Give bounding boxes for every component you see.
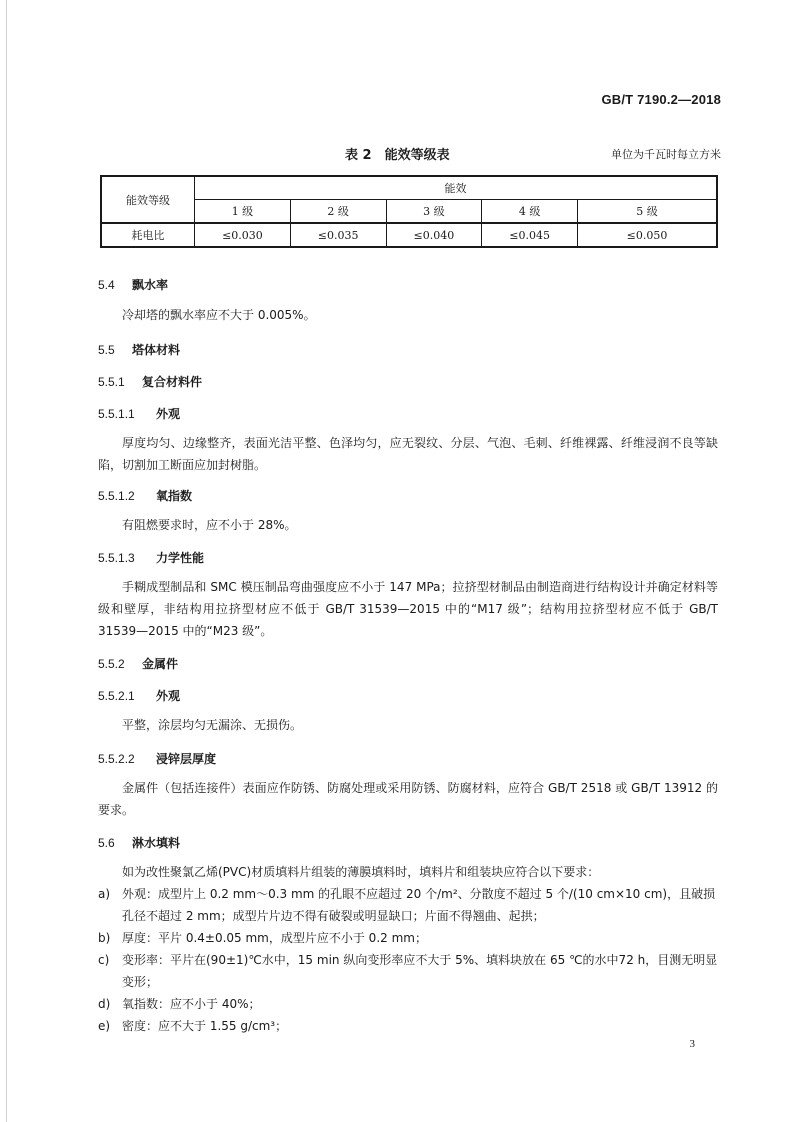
list-item — [98, 927, 718, 949]
table-metric-label: 耗电比 — [101, 223, 195, 247]
table-level-cell: 4 级 — [482, 200, 578, 224]
page-number: 3 — [689, 1038, 695, 1050]
section-body: 有阻燃要求时，应不小于 28%。 — [122, 518, 297, 532]
section-number: 5.5.1.2 — [98, 489, 135, 503]
list-item — [98, 993, 718, 1015]
section-title: 力学性能 — [156, 551, 205, 565]
section-body: 金属件（包括连接件）表面应作防锈、防腐处理或采用防锈、防腐材料，应符合 GB/T 2518 或 GB/T 13912 的要求。 — [98, 781, 718, 817]
list-item-label: e) — [98, 1019, 111, 1033]
section-title: 氧指数 — [156, 489, 193, 503]
table-value-cell: ≤0.040 — [386, 223, 482, 247]
section-title: 飘水率 — [132, 278, 169, 292]
table-level-cell: 5 级 — [577, 200, 717, 224]
section-number: 5.5.1.3 — [98, 551, 135, 565]
section-title: 复合材料件 — [142, 375, 203, 389]
section-heading — [98, 655, 178, 672]
section-number: 5.5.2.2 — [98, 752, 135, 766]
standard-code: GB/T 7190.2—2018 — [601, 92, 721, 107]
section-title: 浸锌层厚度 — [156, 752, 217, 766]
list-item-text: 变形率：平片在(90±1)℃水中，15 min 纵向变形率应不大于 5%、填料块放在 65 ℃的水中72 h，目测无明显变形； — [122, 953, 718, 989]
table-header-row — [101, 176, 717, 200]
section-title: 外观 — [156, 407, 181, 421]
list-item-label: c) — [98, 953, 110, 967]
section-number: 5.5.1.1 — [98, 407, 135, 421]
table-caption: 表 2 能效等级表 — [345, 148, 450, 163]
section-number: 5.5.1 — [98, 375, 125, 389]
table-group-header: 能效 — [195, 176, 717, 200]
efficiency-grade-table — [100, 175, 718, 248]
section-number: 5.6 — [98, 836, 115, 850]
section-title: 金属件 — [142, 657, 179, 671]
table-value-cell: ≤0.035 — [290, 223, 386, 247]
page-edge-line — [6, 0, 7, 1122]
list-item-text: 外观：成型片上 0.2 mm～0.3 mm 的孔眼不应超过 20 个/m²、分散度不超过 5 个/(10 cm×10 cm)，且破损孔径不超过 2 mm；成型片片边不得有破裂或明显缺口；片面不得翘曲、起拱； — [122, 887, 716, 923]
section-heading — [98, 687, 180, 704]
section-title: 淋水填料 — [132, 836, 181, 850]
section-body: 手糊成型制品和 SMC 模压制品弯曲强度应不小于 147 MPa；拉挤型材制品由制造商进行结构设计并确定材料等级和壁厚，非结构用拉挤型材应不低于 GB/T 31539—2015 中的“M17 级”；结构用拉挤型材应不低于 GB/T 31539—2015 中的“M23 级”。 — [98, 580, 718, 638]
list-item — [98, 883, 718, 927]
section-body: 如为改性聚氯乙烯(PVC)材质填料片组装的薄膜填料时，填料片和组装块应符合以下要求： — [122, 865, 600, 879]
list-item-text: 氧指数：应不小于 40%； — [122, 997, 261, 1011]
section-heading — [98, 549, 204, 566]
section-body: 厚度均匀、边缘整齐，表面光洁平整、色泽均匀，应无裂纹、分层、气泡、毛刺、纤维裸露、纤维浸润不良等缺陷，切割加工断面应加封树脂。 — [98, 436, 718, 472]
section-heading — [98, 834, 180, 851]
section-heading — [98, 276, 168, 293]
section-heading — [98, 341, 180, 358]
table-value-cell: ≤0.050 — [577, 223, 717, 247]
section-number: 5.4 — [98, 278, 115, 292]
list-item — [98, 1015, 718, 1037]
section-number: 5.5 — [98, 343, 115, 357]
section-heading — [98, 487, 192, 504]
section-heading — [98, 373, 202, 390]
section-heading — [98, 750, 216, 767]
table-value-cell: ≤0.030 — [195, 223, 291, 247]
list-item-text: 厚度：平片 0.4±0.05 mm，成型片应不小于 0.2 mm； — [122, 931, 427, 945]
table-level-cell: 2 级 — [290, 200, 386, 224]
table-level-cell: 3 级 — [386, 200, 482, 224]
table-data-row — [101, 223, 717, 247]
list-item-label: a) — [98, 887, 111, 901]
section-number: 5.5.2 — [98, 657, 125, 671]
section-title: 外观 — [156, 689, 181, 703]
table-row-header: 能效等级 — [101, 176, 195, 223]
table-level-cell: 1 级 — [195, 200, 291, 224]
table-value-cell: ≤0.045 — [482, 223, 578, 247]
section-heading — [98, 405, 180, 422]
list-item-label: d) — [98, 997, 111, 1011]
section-body: 平整，涂层均匀无漏涂、无损伤。 — [122, 718, 303, 732]
list-item-text: 密度：应不大于 1.55 g/cm³； — [122, 1019, 288, 1033]
table-unit: 单位为千瓦时每立方米 — [611, 148, 721, 161]
list-item — [98, 949, 718, 993]
list-item-label: b) — [98, 931, 111, 945]
section-body: 冷却塔的飘水率应不大于 0.005%。 — [122, 308, 316, 322]
section-number: 5.5.2.1 — [98, 689, 135, 703]
section-title: 塔体材料 — [132, 343, 181, 357]
